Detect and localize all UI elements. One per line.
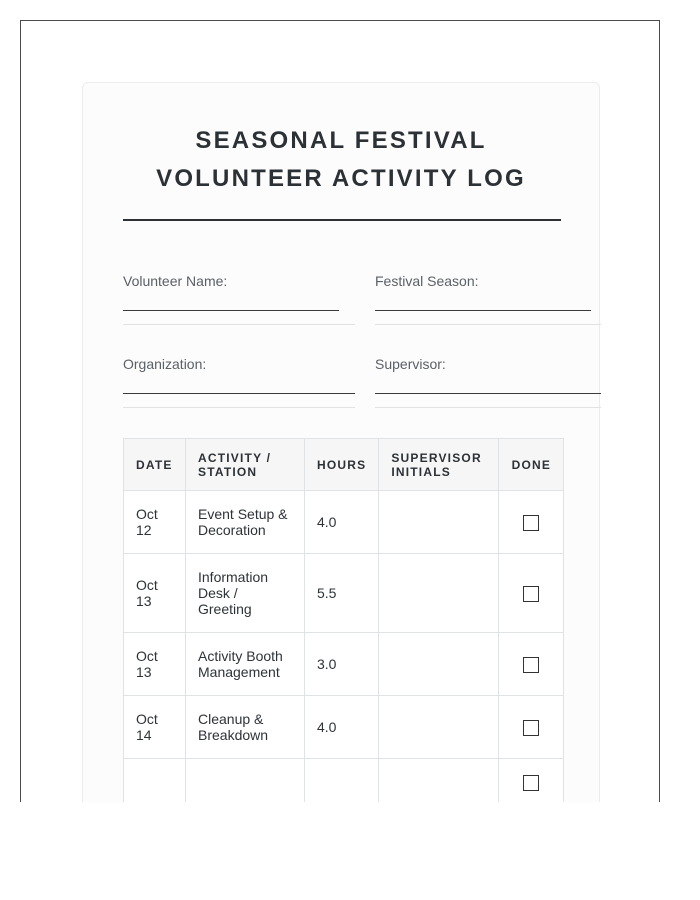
cell-done: [499, 759, 564, 803]
supervisor-field[interactable]: [375, 393, 601, 394]
cell-initials[interactable]: [379, 491, 499, 554]
table-row: [124, 759, 564, 803]
table-row: [124, 491, 564, 554]
activity-log-table: [123, 438, 564, 802]
cell-hours: 5.5: [305, 554, 379, 633]
header-done: DONE: [499, 439, 564, 491]
cell-date: Oct 13: [124, 633, 186, 696]
header-activity: ACTIVITY / STATION: [186, 439, 305, 491]
done-checkbox[interactable]: [523, 720, 539, 736]
cell-done: [499, 554, 564, 633]
volunteer-name-label: Volunteer Name:: [123, 273, 228, 289]
cell-initials[interactable]: [379, 696, 499, 759]
cell-date: Oct 14: [124, 696, 186, 759]
volunteer-name-field[interactable]: [123, 310, 339, 311]
cell-hours[interactable]: [305, 759, 379, 803]
cell-done: [499, 491, 564, 554]
table-row: [124, 696, 564, 759]
organization-underline: [123, 407, 355, 408]
cell-activity[interactable]: [186, 759, 305, 803]
page-frame: [20, 20, 660, 802]
cell-done: [499, 633, 564, 696]
done-checkbox[interactable]: [523, 775, 539, 791]
table-row: [124, 633, 564, 696]
table-header-row: [124, 439, 564, 491]
header-supervisor-initials: SUPERVISOR INITIALS: [379, 439, 499, 491]
done-checkbox[interactable]: [523, 586, 539, 602]
festival-season-underline: [375, 324, 601, 325]
cell-hours: 3.0: [305, 633, 379, 696]
cell-hours: 4.0: [305, 491, 379, 554]
title-divider: [123, 219, 561, 221]
organization-field[interactable]: [123, 393, 355, 394]
form-title-line1: SEASONAL FESTIVAL: [195, 127, 487, 154]
cell-initials[interactable]: [379, 633, 499, 696]
cell-initials[interactable]: [379, 759, 499, 803]
cell-hours: 4.0: [305, 696, 379, 759]
header-date: DATE: [124, 439, 186, 491]
cell-done: [499, 696, 564, 759]
cell-date: Oct 12: [124, 491, 186, 554]
done-checkbox[interactable]: [523, 515, 539, 531]
supervisor-label: Supervisor:: [375, 356, 446, 372]
table-row: [124, 554, 564, 633]
volunteer-name-underline: [123, 324, 355, 325]
cell-initials[interactable]: [379, 554, 499, 633]
festival-season-label: Festival Season:: [375, 273, 479, 289]
form-title-line2: VOLUNTEER ACTIVITY LOG: [156, 165, 526, 192]
cell-activity: Event Setup & Decoration: [186, 491, 305, 554]
done-checkbox[interactable]: [523, 657, 539, 673]
form-card: [82, 82, 600, 802]
supervisor-underline: [375, 407, 601, 408]
header-hours: HOURS: [305, 439, 379, 491]
cell-activity: Cleanup & Breakdown: [186, 696, 305, 759]
cell-activity: Information Desk / Greeting: [186, 554, 305, 633]
festival-season-field[interactable]: [375, 310, 591, 311]
cell-activity: Activity Booth Management: [186, 633, 305, 696]
cell-date[interactable]: [124, 759, 186, 803]
organization-label: Organization:: [123, 356, 207, 372]
cell-date: Oct 13: [124, 554, 186, 633]
